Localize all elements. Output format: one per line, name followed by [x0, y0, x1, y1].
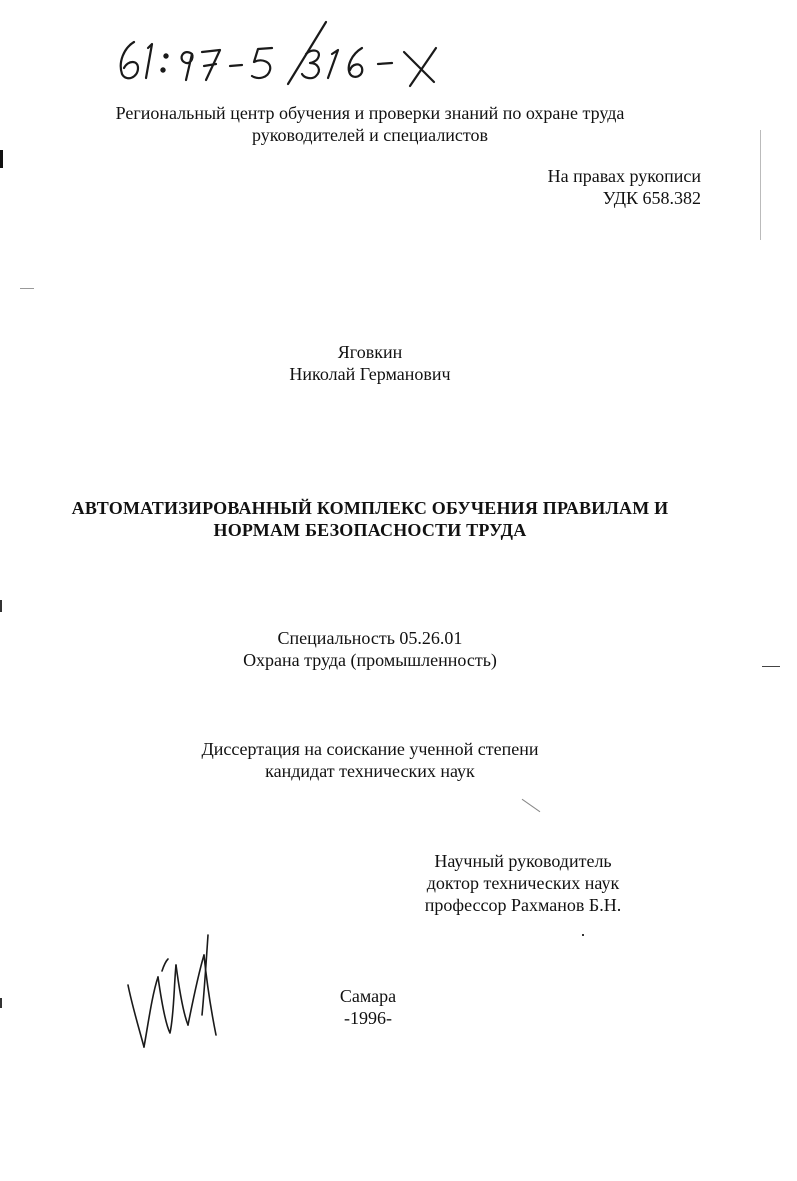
speciality-code: Специальность 05.26.01 — [277, 628, 463, 648]
scan-mark — [0, 998, 2, 1008]
udc-code: УДК 658.382 — [602, 188, 701, 208]
scan-mark — [0, 600, 2, 612]
author-surname: Яговкин — [337, 342, 403, 362]
place-block — [318, 985, 418, 1029]
scan-mark — [0, 150, 3, 168]
scan-mark — [760, 130, 761, 240]
supervisor-name: профессор Рахманов Б.Н. — [424, 895, 622, 915]
manuscript-rights-label: На правах рукописи — [547, 166, 701, 186]
handwritten-signature — [118, 915, 228, 1060]
organization-block — [0, 102, 740, 146]
speciality-block — [0, 627, 740, 671]
supervisor-label: Научный руководитель — [434, 851, 612, 871]
scan-mark — [20, 288, 34, 289]
author-block — [0, 341, 740, 385]
organization-line-1: Региональный центр обучения и проверки знаний по охране труда — [115, 103, 625, 123]
title-line-2: НОРМАМ БЕЗОПАСНОСТИ ТРУДА — [213, 520, 527, 540]
degree-line-1: Диссертация на соискание ученной степени — [201, 739, 539, 759]
handwritten-archive-code — [112, 18, 452, 88]
supervisor-block — [398, 850, 648, 916]
year: -1996- — [344, 1008, 392, 1028]
handwritten-archive-code-drawing — [112, 18, 452, 88]
city: Самара — [339, 986, 397, 1006]
manuscript-rights-block — [548, 165, 701, 209]
organization-line-2: руководителей и специалистов — [251, 125, 489, 145]
degree-line-2: кандидат технических наук — [265, 761, 475, 781]
supervisor-degree: доктор технических наук — [426, 873, 620, 893]
author-name: Николай Германович — [289, 364, 451, 384]
title-line-1: АВТОМАТИЗИРОВАННЫЙ КОМПЛЕКС ОБУЧЕНИЯ ПРАВИЛАМ И — [71, 498, 669, 518]
scan-mark — [522, 799, 541, 812]
scan-mark — [582, 934, 584, 936]
scan-mark — [762, 666, 780, 667]
signature-drawing — [118, 915, 228, 1060]
degree-block — [0, 738, 740, 782]
speciality-name: Охрана труда (промышленность) — [243, 650, 497, 670]
dissertation-title — [0, 497, 740, 541]
